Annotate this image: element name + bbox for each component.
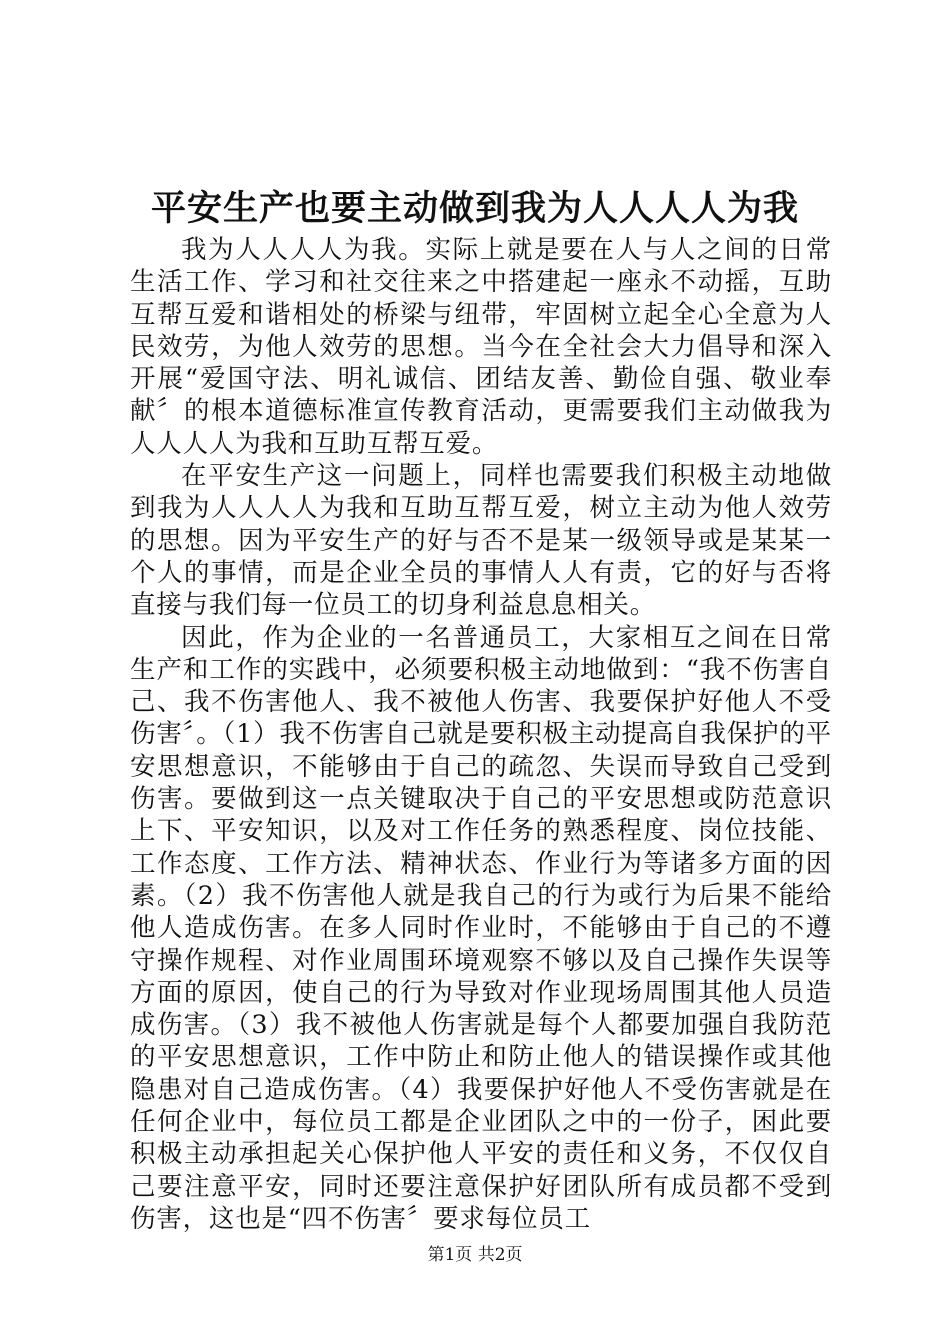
paragraph-1: 我为人人人人为我。实际上就是要在人与人之间的日常生活工作、学习和社交往来之中搭建起一座永不动摇，互助互帮互爱和谐相处的桥梁与纽带，牢固树立起全心全意为人民效劳，为他人效劳的思想。当今在全社会大力倡导和深入开展“爱国守法、明礼诚信、团结友善、勤俭自强、敬业奉献〞的根本道德标准宣传教育活动，更需要我们主动做我为人人人人为我和互助互帮互爱。 (130, 235, 832, 459)
paragraph-3: 因此，作为企业的一名普通员工，大家相互之间在日常生产和工作的实践中，必须要积极主动地做到：“我不伤害自己、我不伤害他人、我不被他人伤害、我要保护好他人不受伤害〞。（1）我不伤害自己就是要积极主动提高自我保护的平安思想意识，不能够由于自己的疏忽、失误而导致自己受到伤害。要做到这一点关键取决于自己的平安思想或防范意识上下、平安知识，以及对工作任务的熟悉程度、岗位技能、工作态度、工作方法、精神状态、作业行为等诸多方面的因素。（2）我不伤害他人就是我自己的行为或行为后果不能给他人造成伤害。在多人同时作业时，不能够由于自己的不遵守操作规程、对作业周围环境观察不够以及自己操作失误等方面的原因，使自己的行为导致对作业现场周围其他人员造成伤害。（3）我不被他人伤害就是每个人都要加强自我防范的平安思想意识，工作中防止和防止他人的错误操作或其他隐患对自己造成伤害。（4）我要保护好他人不受伤害就是在任何企业中，每位员工都是企业团队之中的一份子，困此要积极主动承担起关心保护他人平安的责任和义务，不仅仅自己要注意平安，同时还要注意保护好团队所有成员都不受到伤害，这也是“四不伤害〞要求每位员工 (130, 622, 832, 1234)
document-body (130, 234, 832, 1235)
page-number-footer: 第1页 共2页 (427, 1245, 523, 1265)
paragraph-2: 在平安生产这一问题上，同样也需要我们积极主动地做到我为人人人人为我和互助互帮互爱，树立主动为他人效劳的思想。因为平安生产的好与否不是某一级领导或是某某一个人的事情，而是企业全员的事情人人有责，它的好与否将直接与我们每一位员工的切身利益息息相关。 (130, 461, 832, 621)
document-title: 平安生产也要主动做到我为人人人人为我 (150, 188, 799, 229)
